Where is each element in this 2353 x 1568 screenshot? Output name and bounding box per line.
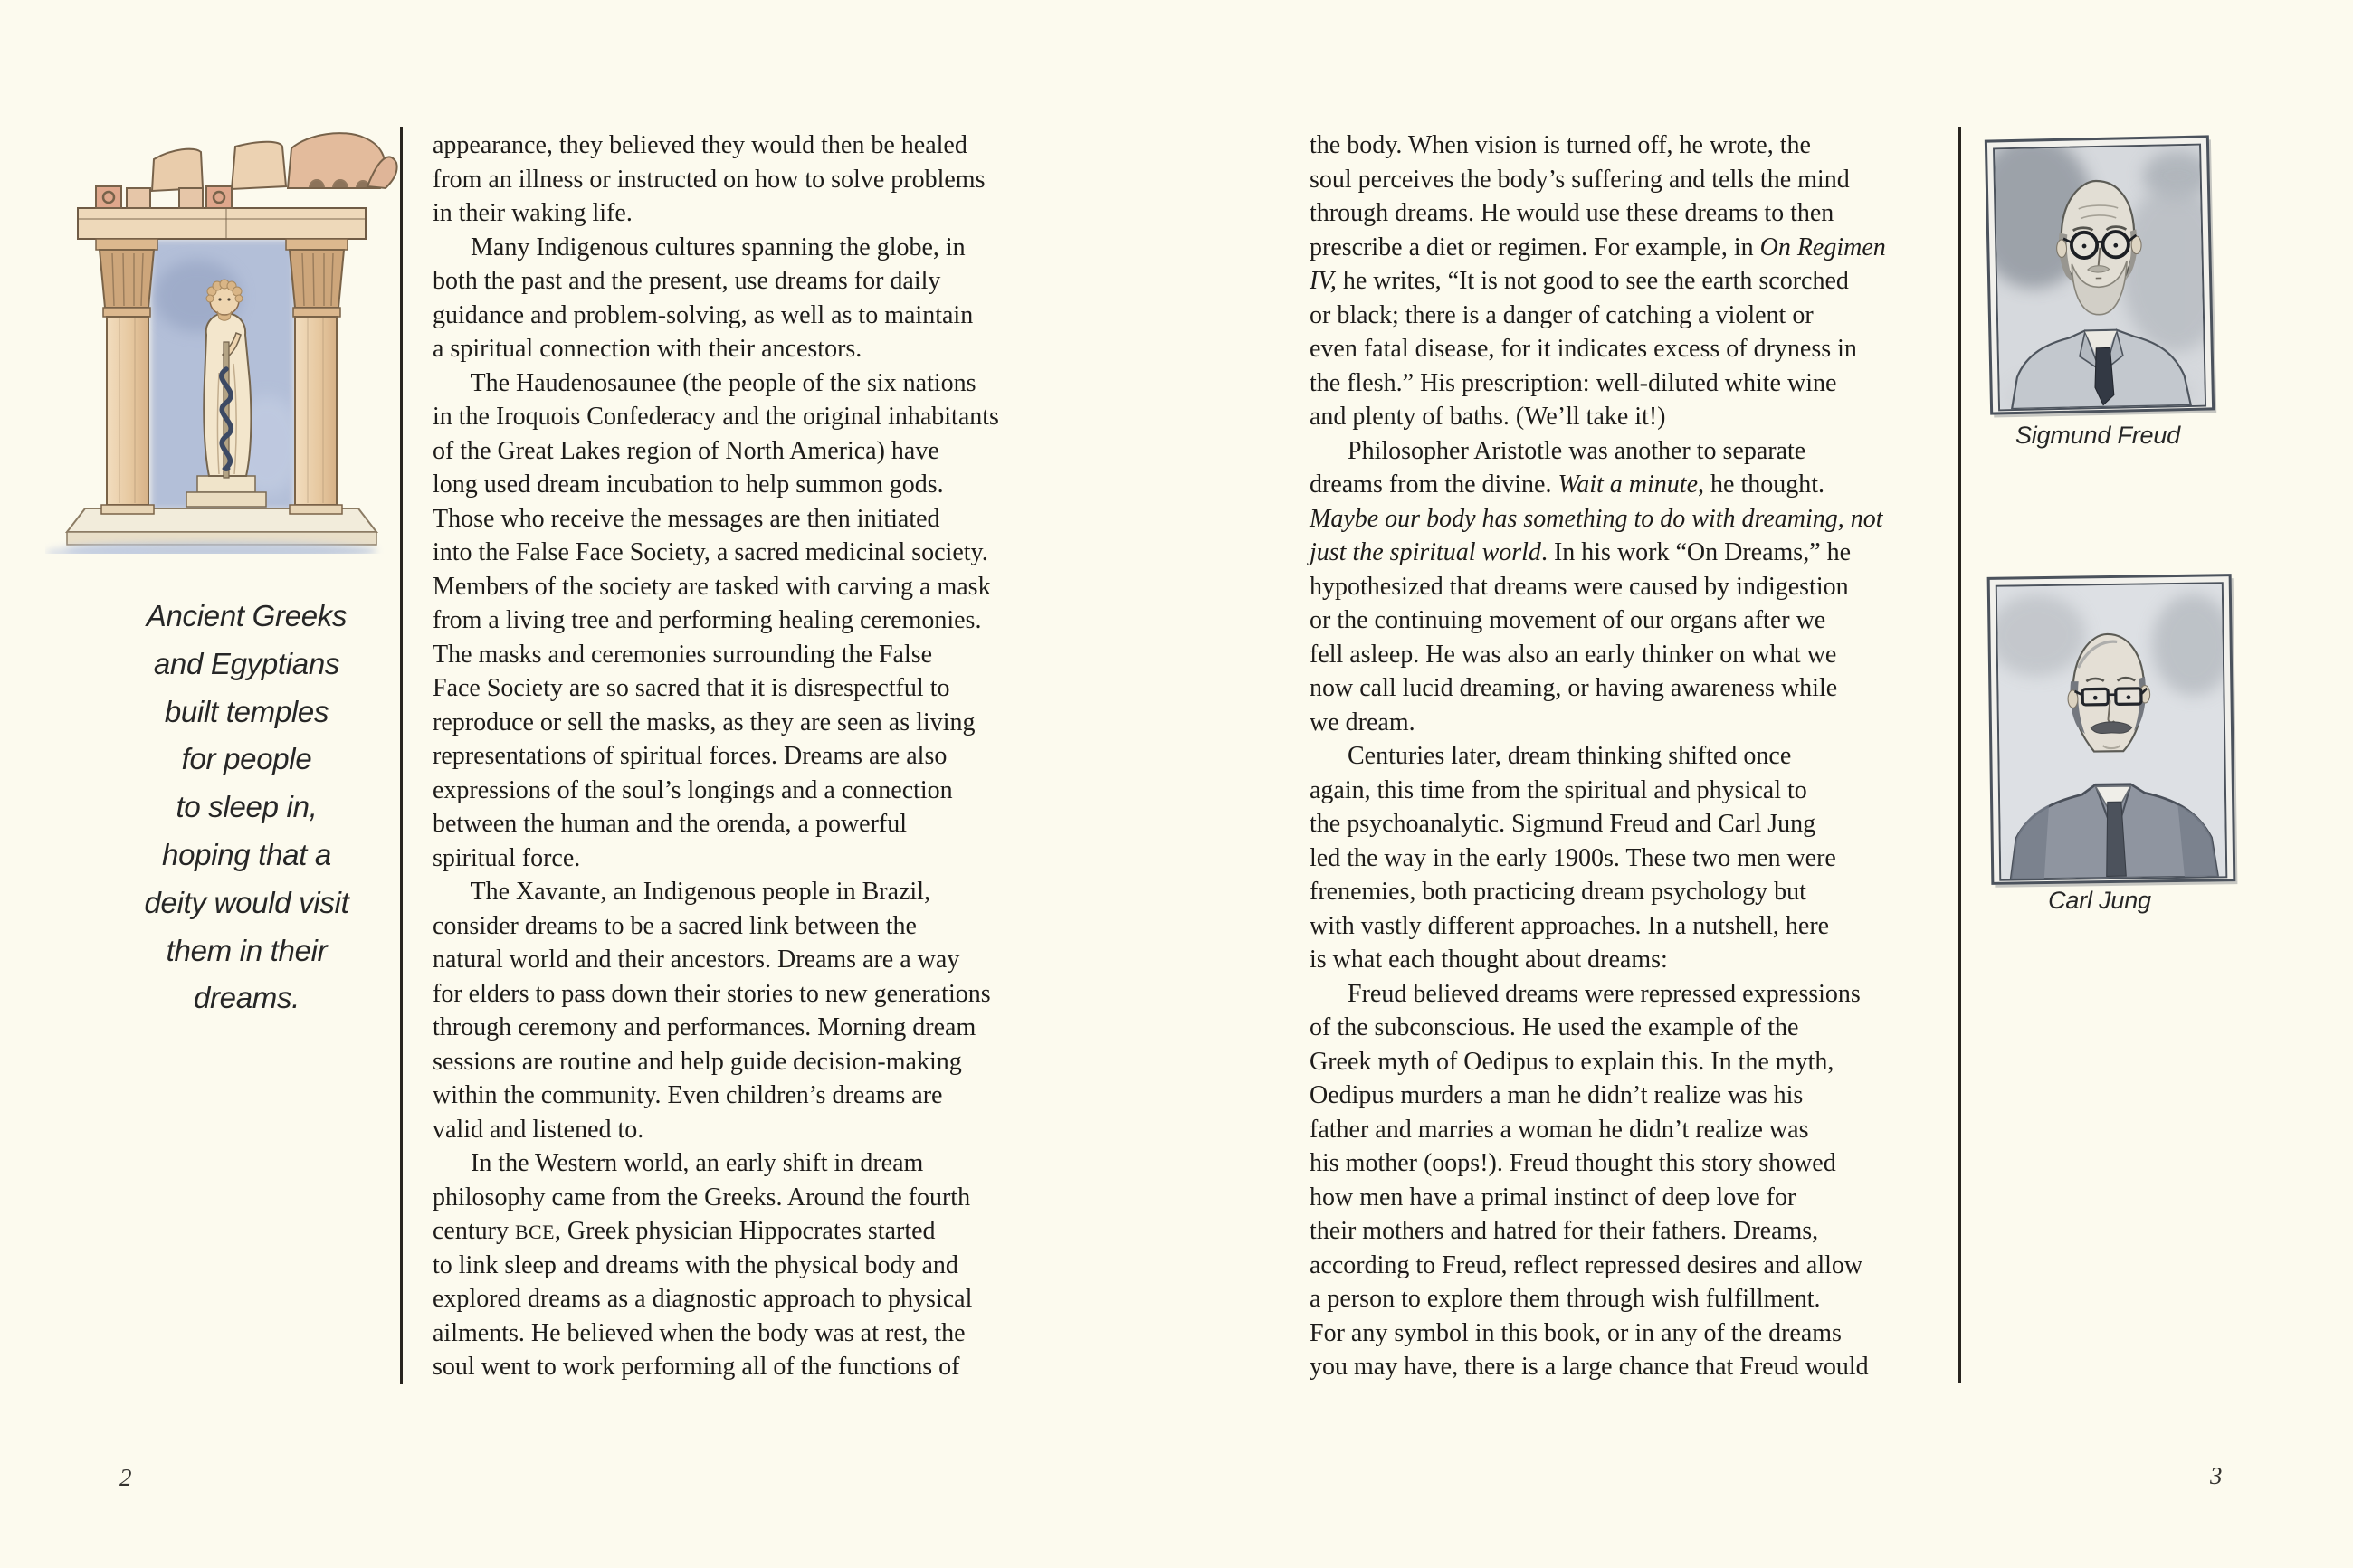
caption-line: deity would visit [144, 885, 349, 919]
freud-portrait [1993, 144, 2206, 412]
text-line: or black; there is a danger of catching a violent or [1310, 300, 1814, 329]
text-line: The Xavante, an Indigenous people in Brazil, [433, 878, 930, 906]
text-line: from an illness or instructed on how to solve problems [433, 165, 986, 194]
caption-line: and Egyptians [153, 646, 340, 680]
text-line: through dreams. He would use these dreams to then [1310, 199, 1834, 227]
text-line: within the community. Even children’s dreams are [433, 1081, 943, 1109]
temple-floor [45, 508, 377, 554]
jung-portrait-illustration [1997, 584, 2225, 879]
text-line: into the False Face Society, a sacred medicinal society. [433, 538, 988, 566]
column-rule-right [1958, 127, 1961, 1383]
text-line: prescribe a diet or regimen. For example, in On Regimen [1310, 233, 1886, 261]
text-line: Centuries later, dream thinking shifted once [1310, 742, 1792, 770]
text-line: philosophy came from the Greeks. Around the fourth [433, 1183, 971, 1212]
text-line: the body. When vision is turned off, he wrote, the [1310, 131, 1811, 159]
text-line: reproduce or sell the masks, as they are seen as living [433, 708, 976, 736]
jung-portrait [1996, 582, 2228, 881]
text-line: now call lucid dreaming, or having awareness while [1310, 674, 1838, 702]
text-line: and plenty of baths. (We’ll take it!) [1310, 403, 1666, 431]
text-line: frenemies, both practicing dream psychology but [1310, 878, 1806, 906]
freud-caption: Sigmund Freud [2015, 422, 2180, 449]
jung-caption: Carl Jung [2048, 887, 2151, 914]
text-line: In the Western world, an early shift in dream [433, 1149, 924, 1177]
text-line: his mother (oops!). Freud thought this story showed [1310, 1149, 1836, 1177]
text-line: Those who receive the messages are then initiated [433, 504, 940, 533]
text-line: how men have a primal instinct of deep love for [1310, 1183, 1796, 1212]
text-line: just the spiritual world. In his work “On Dreams,” he [1310, 538, 1852, 566]
caption-line: dreams. [193, 981, 300, 1015]
text-line: through ceremony and performances. Morning dream [433, 1013, 976, 1041]
text-line: Maybe our body has something to do with dreaming, not [1310, 504, 1883, 533]
text-line: spiritual force. [433, 843, 581, 872]
text-line: in the Iroquois Confederacy and the original inhabitants [433, 403, 999, 431]
text-line: guidance and problem-solving, as well as to maintain [433, 300, 974, 329]
caption-line: to sleep in, [176, 790, 318, 824]
text-line: the psychoanalytic. Sigmund Freud and Carl Jung [1310, 810, 1816, 838]
text-line: representations of spiritual forces. Dreams are also [433, 742, 948, 770]
text-line: for elders to pass down their stories to new generations [433, 979, 991, 1008]
temple-caption [95, 593, 398, 1022]
jung-portrait-frame [1987, 574, 2236, 885]
text-line: to link sleep and dreams with the physical body and [433, 1250, 958, 1279]
text-line: a person to explore them through wish fulfillment. [1310, 1285, 1821, 1313]
text-line: explored dreams as a diagnostic approach to physical [433, 1285, 973, 1313]
text-line: expressions of the soul’s longings and a connection [433, 775, 953, 804]
caption-line: built temples [164, 694, 329, 728]
text-line: consider dreams to be a sacred link between the [433, 911, 917, 940]
text-line: or the continuing movement of our organs after we [1310, 606, 1826, 634]
text-line: between the human and the orenda, a powerful [433, 810, 908, 838]
text-line: Many Indigenous cultures spanning the globe, in [433, 233, 966, 261]
caption-line: for people [181, 742, 312, 776]
caption-line: Ancient Greeks [146, 599, 348, 632]
text-line: with vastly different approaches. In a nutshell, here [1310, 911, 1830, 940]
text-line: IV, he writes, “It is not good to see the earth scorched [1310, 267, 1849, 295]
temple-column-left [96, 239, 157, 514]
text-line: ailments. He believed when the body was at rest, the [433, 1318, 966, 1347]
text-line: of the subconscious. He used the example of the [1310, 1013, 1799, 1041]
text-line: Philosopher Aristotle was another to separate [1310, 436, 1806, 465]
column-rule-left [400, 127, 403, 1384]
text-line: century BCE, Greek physician Hippocrates started [433, 1217, 936, 1245]
text-line: Members of the society are tasked with carving a mask [433, 572, 991, 601]
caption-line: hoping that a [162, 837, 331, 871]
text-line: Face Society are so sacred that it is disrespectful to [433, 674, 950, 702]
text-line: fell asleep. He was also an early thinker on what we [1310, 640, 1837, 669]
caption-line: them in their [166, 933, 328, 967]
text-line: Oedipus murders a man he didn’t realize was his [1310, 1081, 1804, 1109]
freud-portrait-illustration [1995, 146, 2205, 410]
text-line: again, this time from the spiritual and physical to [1310, 775, 1807, 804]
text-line: a spiritual connection with their ancestors. [433, 335, 862, 363]
text-line: according to Freud, reflect repressed desires and allow [1310, 1250, 1863, 1279]
text-line: in their waking life. [433, 199, 633, 227]
left-text-column [433, 128, 1081, 1384]
text-line: the flesh.” His prescription: well-diluted white wine [1310, 368, 1837, 397]
text-line: father and marries a woman he didn’t realize was [1310, 1115, 1809, 1144]
temple-ruins [96, 133, 397, 208]
page-number-left: 2 [119, 1464, 132, 1491]
text-line: sessions are routine and help guide decision-making [433, 1047, 962, 1076]
temple-column-right [286, 239, 348, 514]
text-line: natural world and their ancestors. Dreams are a way [433, 946, 960, 974]
text-line: Greek myth of Oedipus to explain this. In the myth, [1310, 1047, 1834, 1076]
text-line: we dream. [1310, 708, 1415, 736]
freud-portrait-frame [1985, 135, 2215, 414]
text-line: of the Great Lakes region of North America) have [433, 436, 939, 465]
temple-entablature [78, 208, 366, 239]
text-line: soul perceives the body’s suffering and tells the mind [1310, 165, 1850, 194]
text-line: For any symbol in this book, or in any of the dreams [1310, 1318, 1842, 1347]
right-text-column [1310, 128, 1958, 1384]
text-line: appearance, they believed they would then be healed [433, 131, 967, 159]
text-line: The masks and ceremonies surrounding the False [433, 640, 933, 669]
text-line: both the past and the present, use dreams for daily [433, 267, 941, 295]
text-line: Freud believed dreams were repressed expressions [1310, 979, 1861, 1008]
text-line: hypothesized that dreams were caused by indigestion [1310, 572, 1849, 601]
text-line: from a living tree and performing healing ceremonies. [433, 606, 982, 634]
temple-illustration [45, 101, 398, 554]
text-line: their mothers and hatred for their fathers. Dreams, [1310, 1217, 1819, 1245]
text-line: The Haudenosaunee (the people of the six nations [433, 368, 976, 397]
text-line: led the way in the early 1900s. These two men were [1310, 843, 1836, 872]
text-line: long used dream incubation to help summon gods. [433, 470, 944, 499]
text-line: dreams from the divine. Wait a minute, he thought. [1310, 470, 1825, 499]
text-line: even fatal disease, for it indicates excess of dryness in [1310, 335, 1857, 363]
page-number-right: 3 [2210, 1462, 2223, 1489]
text-line: valid and listened to. [433, 1115, 644, 1144]
text-line: is what each thought about dreams: [1310, 946, 1668, 974]
text-line: soul went to work performing all of the functions of [433, 1353, 960, 1381]
text-line: you may have, there is a large chance that Freud would [1310, 1353, 1869, 1381]
